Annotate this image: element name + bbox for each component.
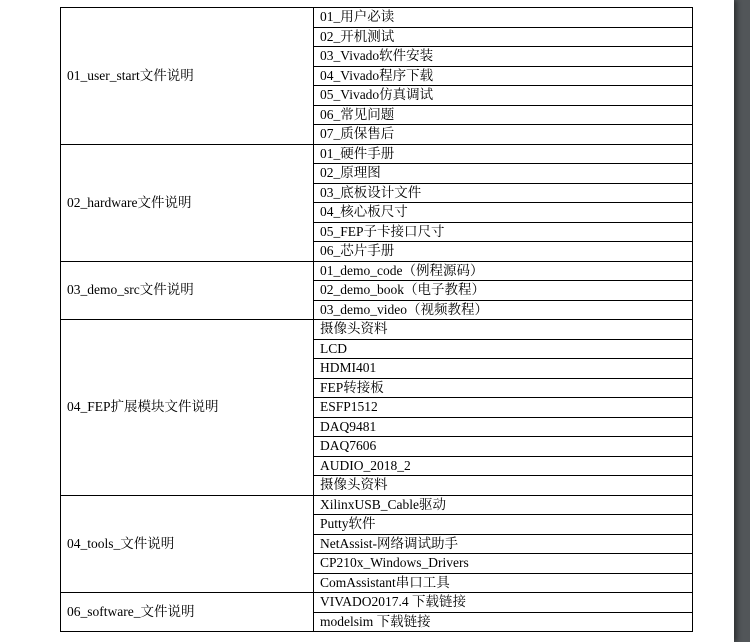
section-title-cell: 03_demo_src文件说明 <box>61 261 314 320</box>
section-item-cell: 05_FEP子卡接口尺寸 <box>314 222 693 242</box>
section-item-cell: 01_硬件手册 <box>314 144 693 164</box>
section-item-cell: 02_开机测试 <box>314 27 693 47</box>
section-item-cell: ComAssistant串口工具 <box>314 573 693 593</box>
section-item-cell: Putty软件 <box>314 515 693 535</box>
file-description-table <box>60 7 693 632</box>
section-title-cell: 04_tools_文件说明 <box>61 495 314 593</box>
section-item-cell: HDMI401 <box>314 359 693 379</box>
table-row <box>61 593 693 613</box>
section-item-cell: 05_Vivado仿真调试 <box>314 86 693 106</box>
section-item-cell: 03_demo_video（视频教程） <box>314 300 693 320</box>
section-item-cell: 06_芯片手册 <box>314 242 693 262</box>
section-item-cell: 06_常见问题 <box>314 105 693 125</box>
section-item-cell: CP210x_Windows_Drivers <box>314 554 693 574</box>
section-item-cell: 04_核心板尺寸 <box>314 203 693 223</box>
section-item-cell: DAQ9481 <box>314 417 693 437</box>
section-title-cell: 04_FEP扩展模块文件说明 <box>61 320 314 496</box>
table-row <box>61 495 693 515</box>
section-title-cell: 02_hardware文件说明 <box>61 144 314 261</box>
section-item-cell: 摄像头资料 <box>314 320 693 340</box>
section-item-cell: 02_原理图 <box>314 164 693 184</box>
section-item-cell: 07_质保售后 <box>314 125 693 145</box>
table-row <box>61 261 693 281</box>
table-row <box>61 144 693 164</box>
section-item-cell: NetAssist-网络调试助手 <box>314 534 693 554</box>
section-item-cell: XilinxUSB_Cable驱动 <box>314 495 693 515</box>
section-item-cell: 03_Vivado软件安装 <box>314 47 693 67</box>
section-item-cell: modelsim 下载链接 <box>314 612 693 632</box>
section-item-cell: FEP转接板 <box>314 378 693 398</box>
section-item-cell: VIVADO2017.4 下载链接 <box>314 593 693 613</box>
section-item-cell: AUDIO_2018_2 <box>314 456 693 476</box>
section-item-cell: 01_用户必读 <box>314 8 693 28</box>
section-item-cell: 04_Vivado程序下载 <box>314 66 693 86</box>
table-row <box>61 8 693 28</box>
section-item-cell: DAQ7606 <box>314 437 693 457</box>
table-row <box>61 320 693 340</box>
section-item-cell: 01_demo_code（例程源码） <box>314 261 693 281</box>
section-item-cell: 摄像头资料 <box>314 476 693 496</box>
section-item-cell: ESFP1512 <box>314 398 693 418</box>
section-title-cell: 06_software_文件说明 <box>61 593 314 632</box>
section-item-cell: LCD <box>314 339 693 359</box>
section-item-cell: 03_底板设计文件 <box>314 183 693 203</box>
section-title-cell: 01_user_start文件说明 <box>61 8 314 145</box>
section-item-cell: 02_demo_book（电子教程） <box>314 281 693 301</box>
